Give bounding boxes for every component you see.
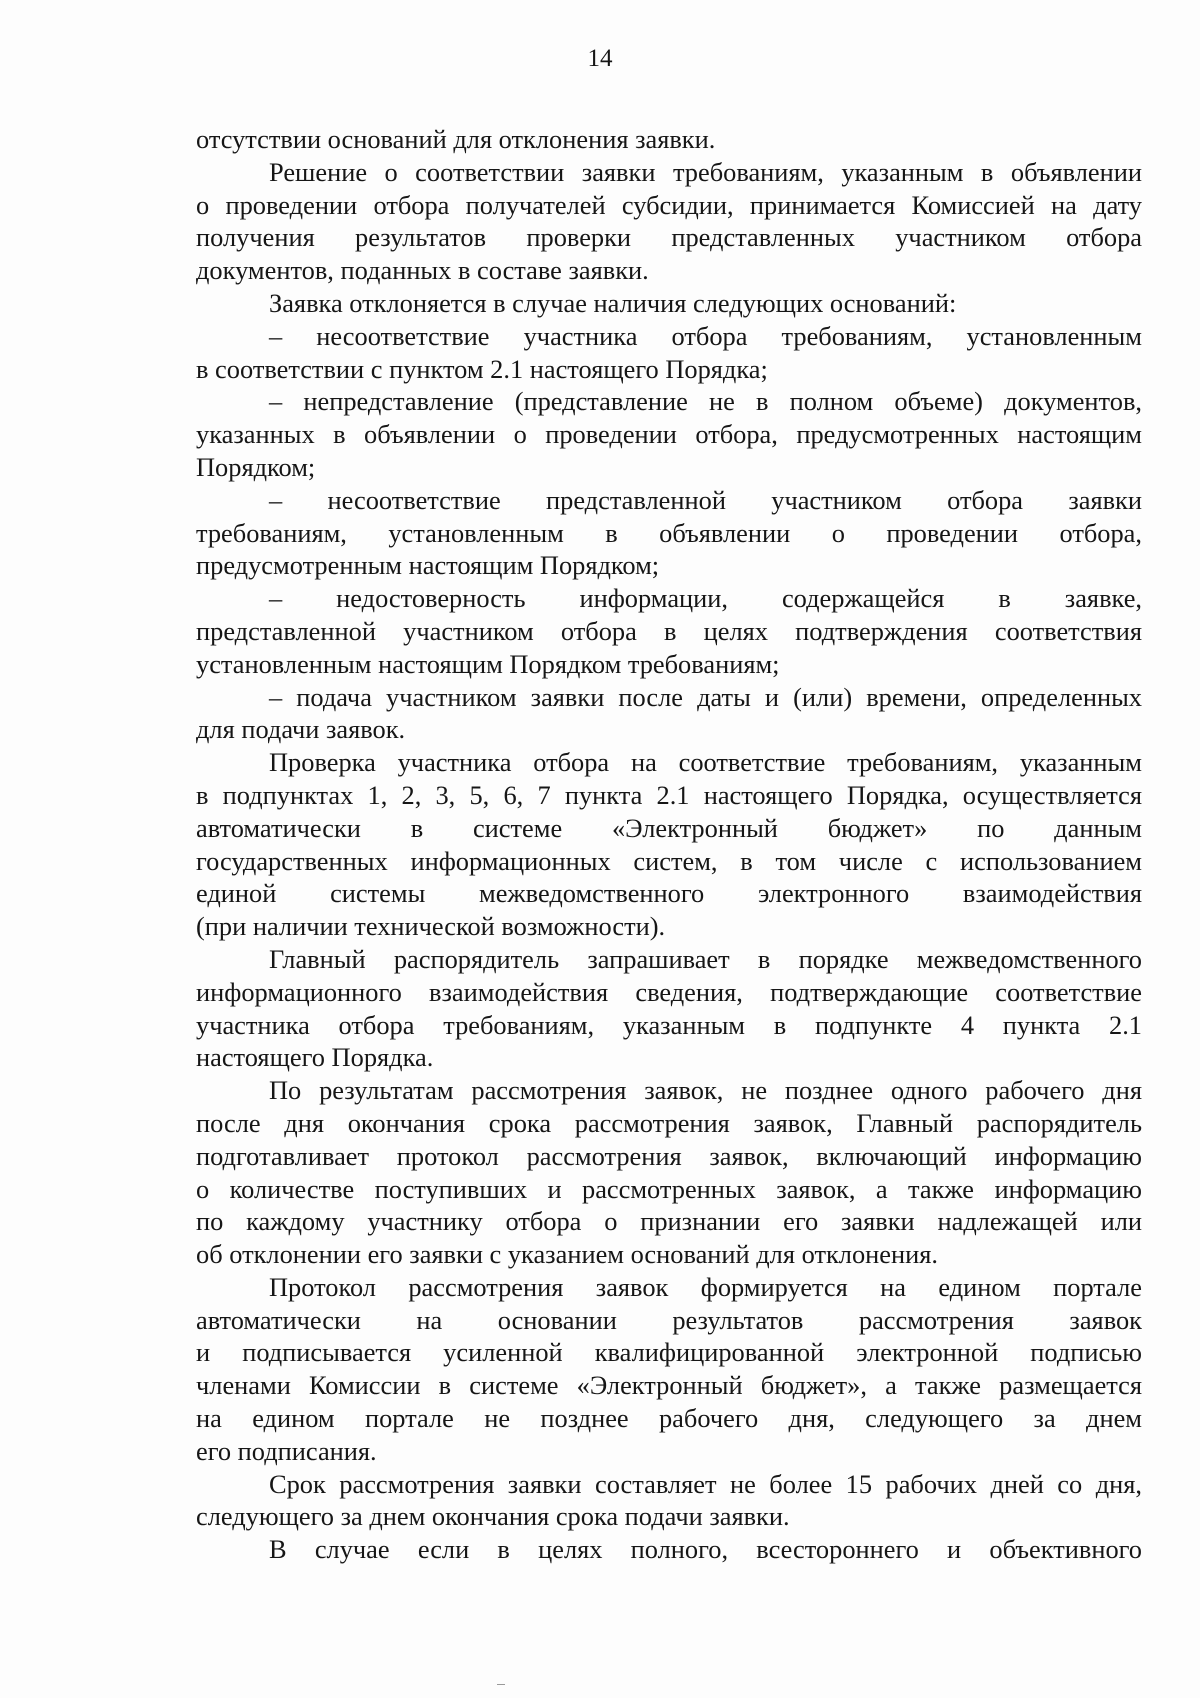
text-line: и подписывается усиленной квалифицированной электронной подписью: [196, 1337, 1142, 1368]
paragraph-start-line: В случае если в целях полного, всестороннего и объективного: [269, 1534, 1142, 1565]
text-line: его подписания.: [196, 1435, 377, 1466]
list-item-line: – подача участником заявки после даты и (или) времени, определенных: [269, 681, 1142, 712]
text-line: подготавливает протокол рассмотрения заявок, включающий информацию: [196, 1140, 1142, 1171]
list-item-line: – недостоверность информации, содержащейся в заявке,: [269, 583, 1142, 614]
text-line: о количестве поступивших и рассмотренных заявок, а также информацию: [196, 1173, 1142, 1204]
text-line: настоящего Порядка.: [196, 1042, 434, 1073]
text-line: по каждому участнику отбора о признании его заявки надлежащей или: [196, 1206, 1142, 1237]
text-line: об отклонении его заявки с указанием оснований для отклонения.: [196, 1239, 938, 1270]
text-line: о проведении отбора получателей субсидии, принимается Комиссией на дату: [196, 189, 1142, 220]
paragraph-start-line: Решение о соответствии заявки требованиям, указанным в объявлении: [269, 156, 1142, 187]
text-line: документов, поданных в составе заявки.: [196, 255, 649, 286]
list-item-line: – непредставление (представление не в полном объеме) документов,: [269, 386, 1142, 417]
text-line: для подачи заявок.: [196, 714, 406, 745]
text-line: требованиям, установленным в объявлении о проведении отбора,: [196, 517, 1142, 548]
text-line: единой системы межведомственного электронного взаимодействия: [196, 878, 1142, 909]
text-line: информационного взаимодействия сведения, подтверждающие соответствие: [196, 976, 1142, 1007]
text-line: представленной участником отбора в целях подтверждения соответствия: [196, 615, 1142, 646]
text-line: указанных в объявлении о проведении отбора, предусмотренных настоящим: [196, 419, 1142, 450]
paragraph-start-line: Срок рассмотрения заявки составляет не более 15 рабочих дней со дня,: [269, 1468, 1142, 1499]
text-line: следующего за днем окончания срока подачи заявки.: [196, 1501, 790, 1532]
text-line: Порядком;: [196, 451, 316, 482]
text-line: участника отбора требованиям, указанным в подпункте 4 пункта 2.1: [196, 1009, 1142, 1040]
text-line: в соответствии с пунктом 2.1 настоящего Порядка;: [196, 353, 768, 384]
list-item-line: – несоответствие участника отбора требованиям, установленным: [269, 320, 1142, 351]
text-line: членами Комиссии в системе «Электронный бюджет», а также размещается: [196, 1370, 1142, 1401]
page-number: 14: [587, 45, 613, 72]
text-line: (при наличии технической возможности).: [196, 911, 666, 942]
list-item-line: – несоответствие представленной участником отбора заявки: [269, 484, 1142, 515]
text-line: автоматически в системе «Электронный бюджет» по данным: [196, 812, 1142, 843]
text-line: получения результатов проверки представленных участником отбора: [196, 222, 1142, 253]
paragraph-start-line: Протокол рассмотрения заявок формируется на едином портале: [269, 1271, 1142, 1302]
text-line: после дня окончания срока рассмотрения заявок, Главный распорядитель: [196, 1107, 1142, 1138]
text-line: на едином портале не позднее рабочего дня, следующего за днем: [196, 1403, 1142, 1434]
text-line: отсутствии оснований для отклонения заявки.: [196, 124, 716, 154]
paragraph-start-line: Заявка отклоняется в случае наличия следующих оснований:: [269, 287, 957, 318]
text-line: государственных информационных систем, в том числе с использованием: [196, 845, 1142, 876]
text-line: установленным настоящим Порядком требованиям;: [196, 648, 780, 679]
scan-artifact: [497, 1684, 505, 1685]
text-line: автоматически на основании результатов рассмотрения заявок: [196, 1304, 1142, 1335]
text-line: предусмотренным настоящим Порядком;: [196, 550, 660, 581]
paragraph-start-line: По результатам рассмотрения заявок, не позднее одного рабочего дня: [269, 1075, 1142, 1106]
text-line: в подпунктах 1, 2, 3, 5, 6, 7 пункта 2.1 настоящего Порядка, осуществляется: [196, 779, 1142, 810]
document-body: [196, 123, 1142, 1566]
paragraph-start-line: Проверка участника отбора на соответствие требованиям, указанным: [269, 747, 1142, 778]
paragraph-start-line: Главный распорядитель запрашивает в порядке межведомственного: [269, 943, 1142, 974]
